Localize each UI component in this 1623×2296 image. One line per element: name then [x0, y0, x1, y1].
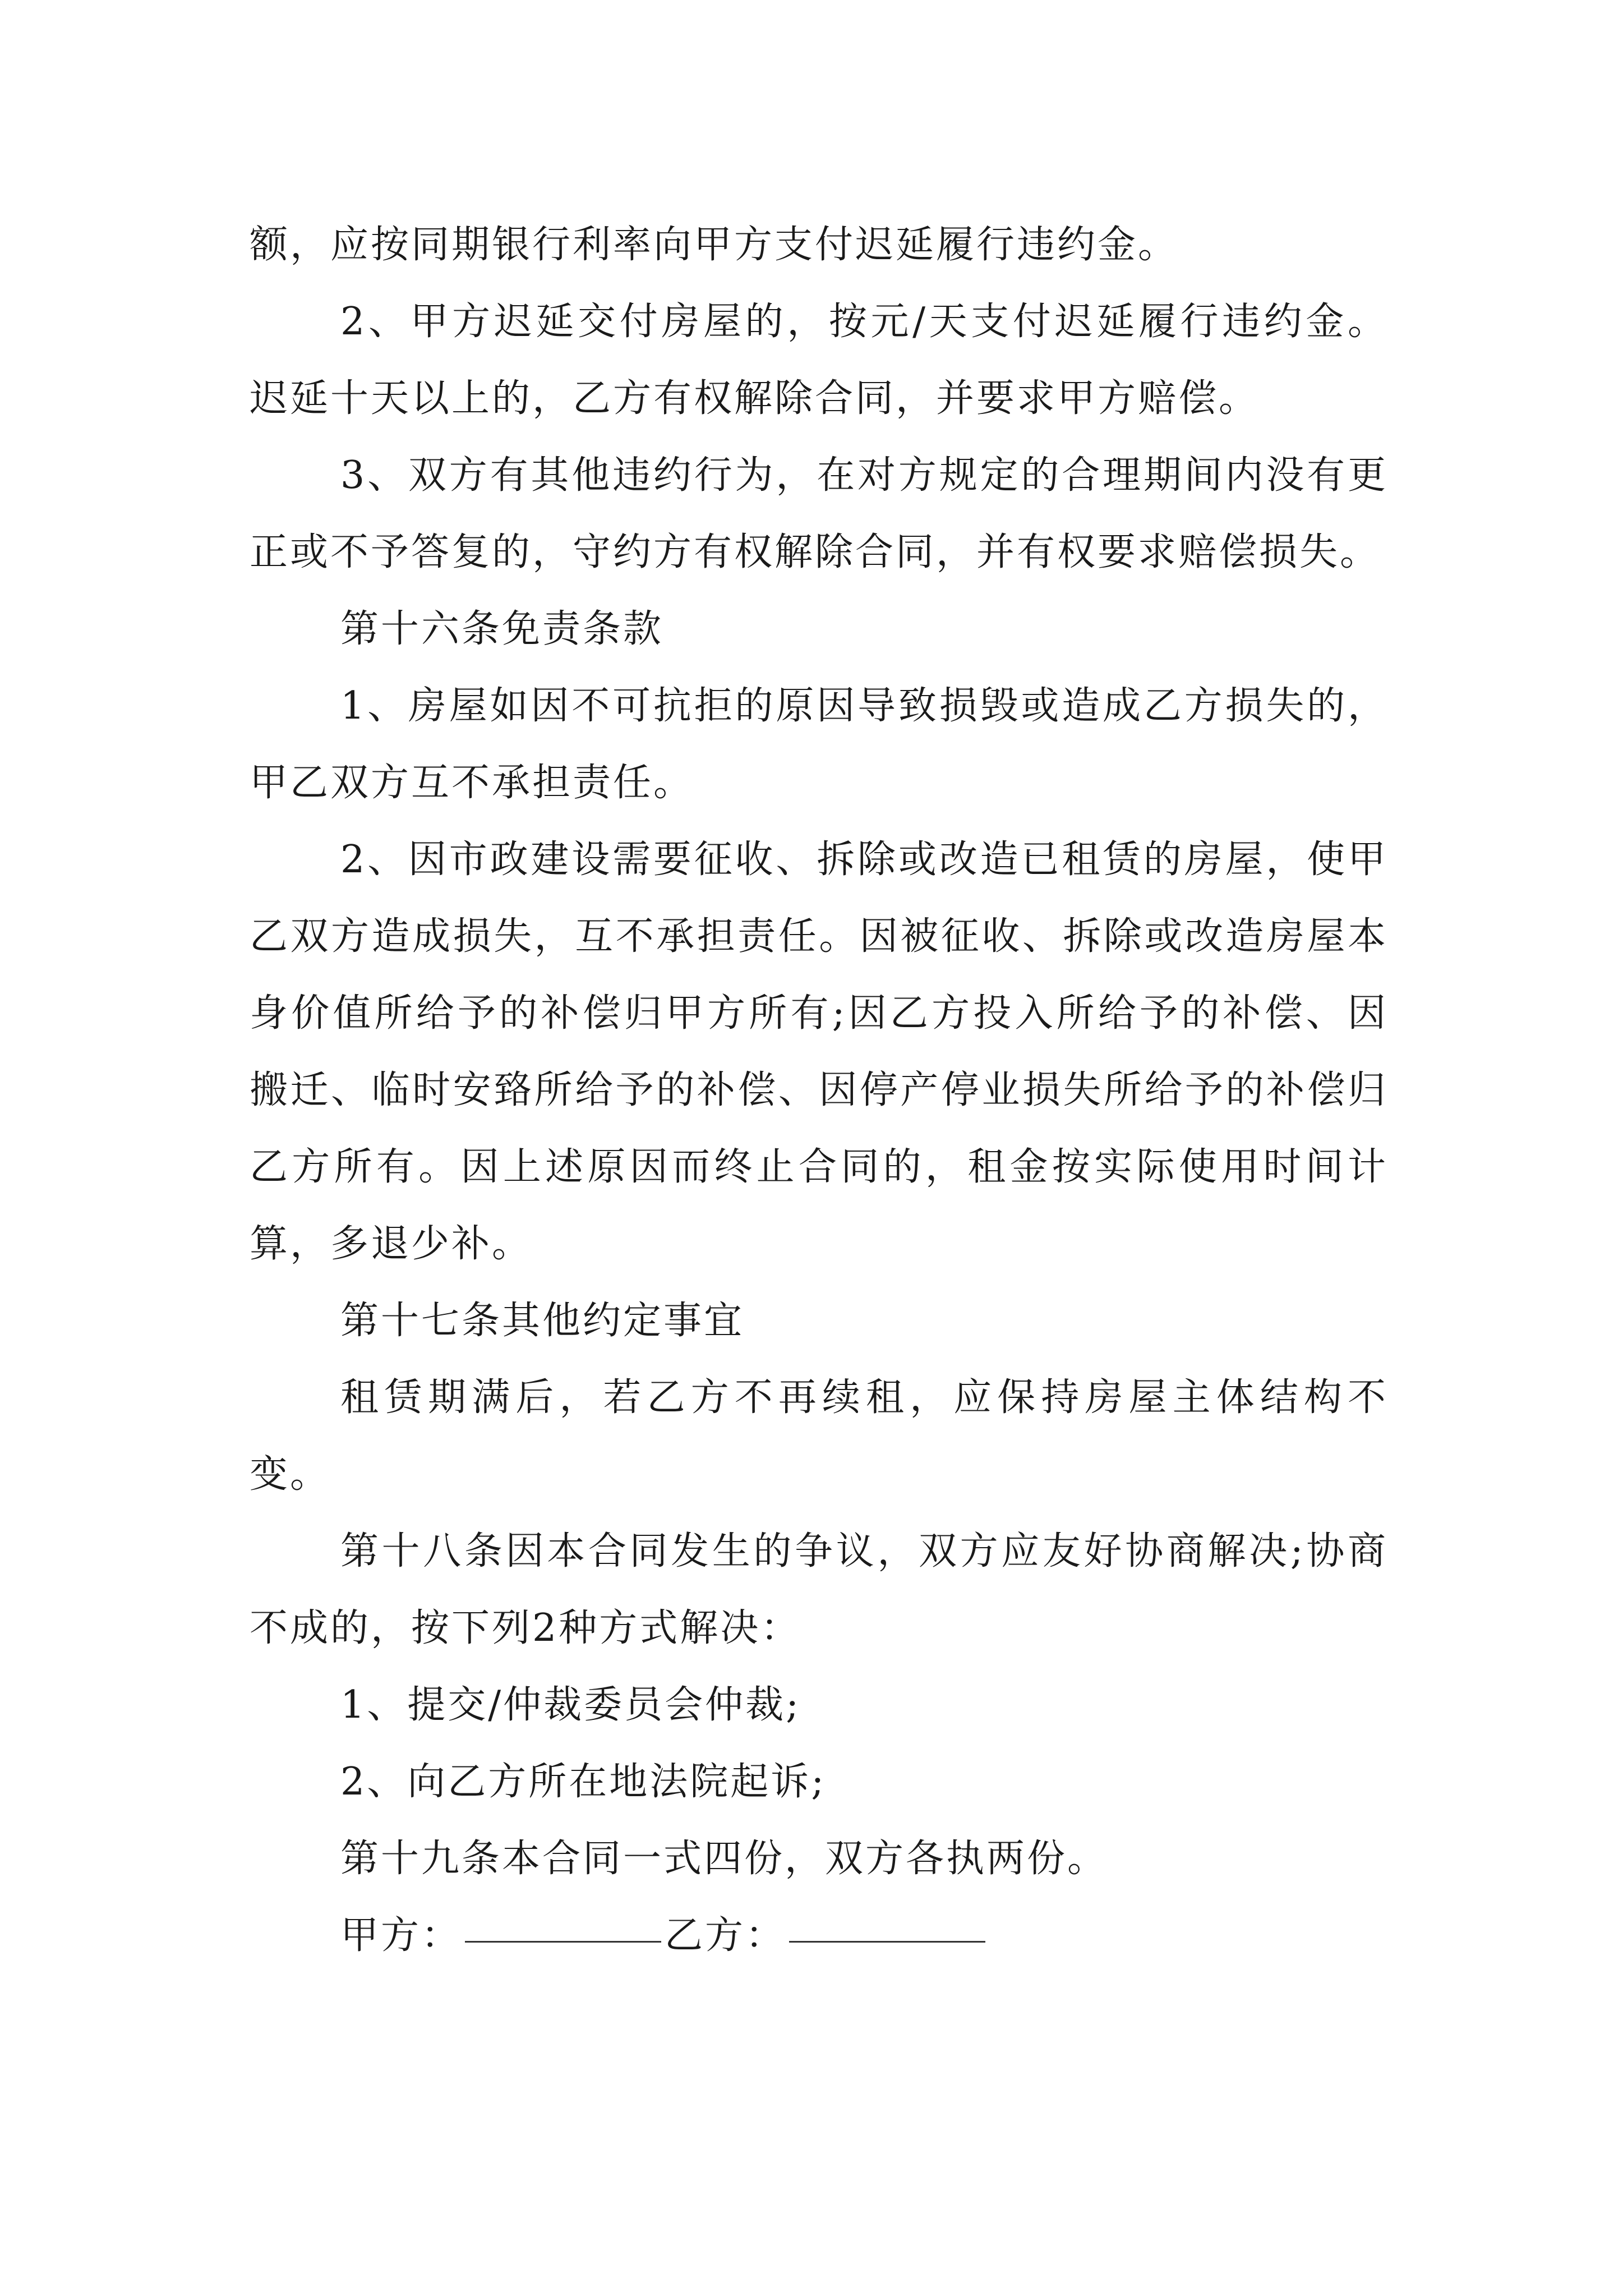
- paragraph-5: 1、房屋如因不可抗拒的原因导致损毁或造成乙方损失的，甲乙双方互不承担责任。: [250, 684, 1388, 805]
- document-body: [250, 206, 1388, 1974]
- paragraph-11: 2、向乙方所在地法院起诉;: [340, 1760, 827, 1804]
- paragraph-6: 2、因市政建设需要征收、拆除或改造已租赁的房屋，使甲乙双方造成损失，互不承担责任。因被征收、拆除或改造房屋本身价值所给予的补偿归甲方所有;因乙方投入所给予的补偿、因搬迁、临时安臵所给予的补偿、因停产停业损失所给予的补偿归乙方所有。因上述原因而终止合同的，租金按实际使用时间计算，多退少补。: [250, 838, 1388, 1266]
- party-a-blank: [465, 1941, 661, 1943]
- party-a-label: 甲方：: [340, 1913, 462, 1958]
- paragraph-3: 3、双方有其他违约行为，在对方规定的合理期间内没有更正或不予答复的，守约方有权解除合同，并有权要求赔偿损失。: [250, 453, 1388, 574]
- signature-line: [250, 1897, 1388, 1974]
- party-b-blank: [789, 1941, 985, 1943]
- paragraph-10: 1、提交/仲裁委员会仲裁;: [340, 1683, 801, 1727]
- section-heading-19: 第十九条本合同一式四份，双方各执两份。: [340, 1837, 1108, 1881]
- section-heading-16: 第十六条免责条款: [340, 607, 664, 651]
- section-heading-18: 第十八条因本合同发生的争议，双方应友好协商解决;协商不成的，按下列2种方式解决：: [250, 1529, 1388, 1650]
- party-b-label: 乙方：: [665, 1913, 786, 1958]
- paragraph-2: 2、甲方迟延交付房屋的，按元/天支付迟延履行违约金。迟延十天以上的，乙方有权解除合同，并要求甲方赔偿。: [250, 300, 1388, 421]
- section-heading-17: 第十七条其他约定事宜: [340, 1299, 745, 1343]
- paragraph-8: 租赁期满后，若乙方不再续租，应保持房屋主体结构不变。: [250, 1375, 1388, 1497]
- paragraph-1: 额，应按同期银行利率向甲方支付迟延履行违约金。: [250, 223, 1179, 267]
